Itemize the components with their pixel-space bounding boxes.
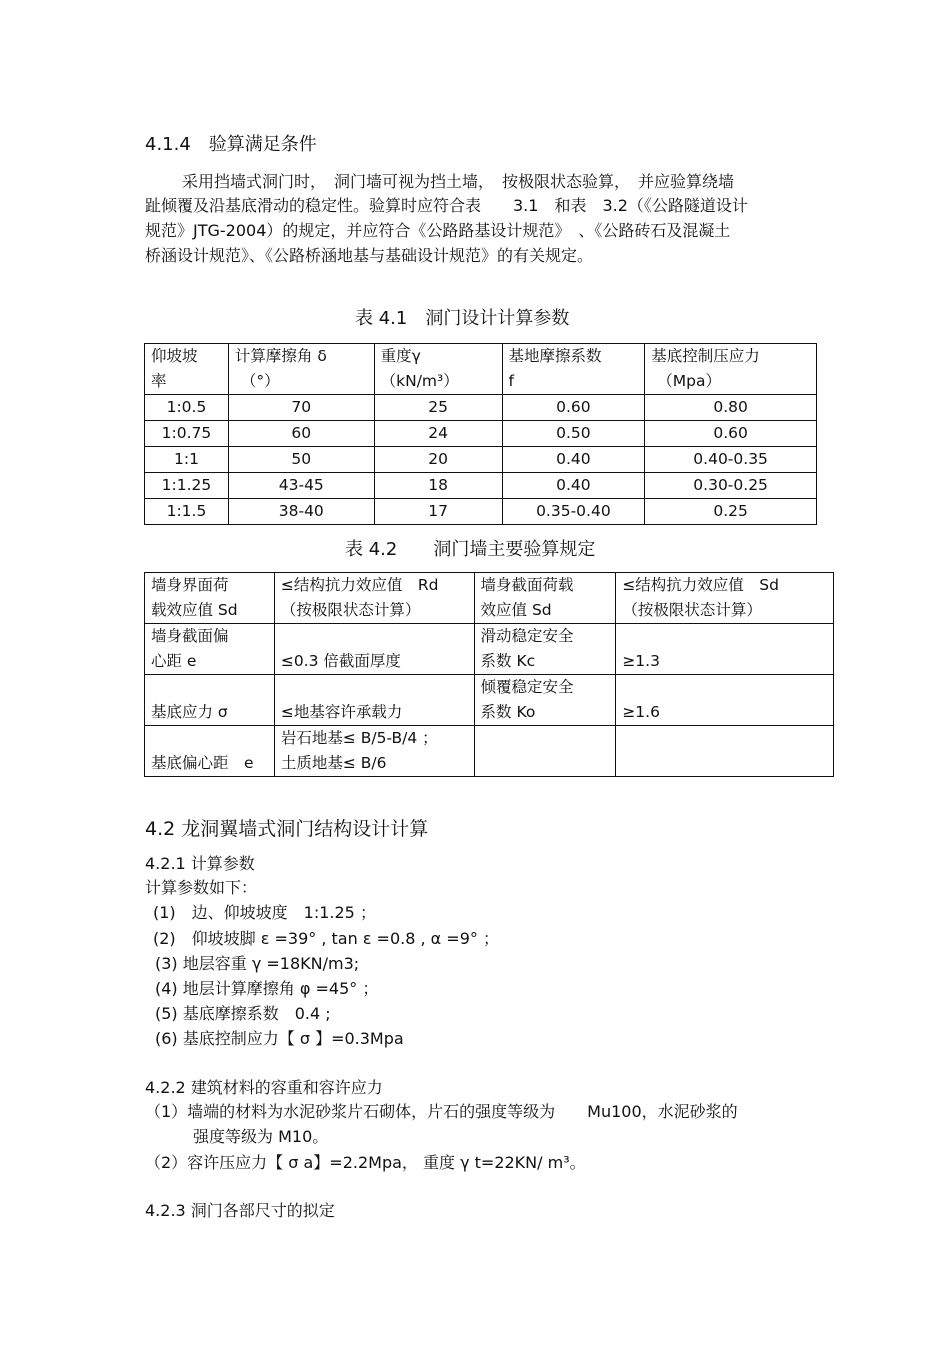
section-4-2-title: 4.2 龙洞翼墙式洞门结构设计计算 <box>145 818 429 840</box>
table-cell: 1:1.5 <box>145 499 229 525</box>
table-cell: 50 <box>228 447 374 473</box>
section-4-2-1-title: 4.2.1 计算参数 <box>145 854 255 873</box>
table-cell: 1:0.5 <box>145 395 229 421</box>
table-4-2-caption: 表 4.2 洞门墙主要验算规定 <box>345 539 596 560</box>
table-4-1 <box>144 343 817 525</box>
table-cell: 0.80 <box>645 395 817 421</box>
section-4-2-2-title: 4.2.2 建筑材料的容重和容许应力 <box>145 1078 383 1097</box>
table-cell: 1:1.25 <box>145 473 229 499</box>
table-cell: ≤0.3 倍截面厚度 <box>274 624 474 675</box>
table-row <box>145 395 817 421</box>
table-row <box>145 573 834 624</box>
table-cell <box>616 726 834 777</box>
header-cell: 仰坡坡 率 <box>145 344 229 395</box>
table-cell: 0.25 <box>645 499 817 525</box>
table-cell: ≥1.3 <box>616 624 834 675</box>
table-cell: ≤结构抗力效应值 Sd （按极限状态计算） <box>616 573 834 624</box>
header-cell: 计算摩擦角 δ （°） <box>228 344 374 395</box>
param-item-3: (3) 地层容重 γ =18KN/m3; <box>155 954 360 973</box>
table-cell: 0.30-0.25 <box>645 473 817 499</box>
table-cell: ≤结构抗力效应值 Rd （按极限状态计算） <box>274 573 474 624</box>
table-cell: 1:1 <box>145 447 229 473</box>
table-cell: 0.60 <box>645 421 817 447</box>
table-cell: 墙身界面荷 载效应值 Sd <box>145 573 275 624</box>
table-row <box>145 675 834 726</box>
table-cell: 20 <box>374 447 502 473</box>
param-item-1: (1) 边、仰坡坡度 1:1.25 ； <box>153 903 376 922</box>
table-cell: 70 <box>228 395 374 421</box>
table-cell: 墙身截面荷载 效应值 Sd <box>474 573 616 624</box>
table-cell: 24 <box>374 421 502 447</box>
table-cell: 43-45 <box>228 473 374 499</box>
table-cell: ≤地基容许承载力 <box>274 675 474 726</box>
table-cell: ≥1.6 <box>616 675 834 726</box>
table-cell: 墙身截面偏 心距 e <box>145 624 275 675</box>
paragraph-line-1: 采用挡墙式洞门时， 洞门墙可视为挡土墙， 按极限状态验算， 并应验算绕墙 <box>182 172 735 191</box>
table-cell: 基底应力 σ <box>145 675 275 726</box>
table-cell <box>474 726 616 777</box>
material-item-1-cont: 强度等级为 M10。 <box>193 1127 329 1146</box>
table-cell: 倾覆稳定安全 系数 Ko <box>474 675 616 726</box>
param-item-5: (5) 基底摩擦系数 0.4 ; <box>155 1004 331 1023</box>
section-4-1-4-title: 4.1.4 验算满足条件 <box>145 134 317 155</box>
paragraph-line-4: 桥涵设计规范》、《公路桥涵地基与基础设计规范》的有关规定。 <box>145 246 594 265</box>
table-cell: 38-40 <box>228 499 374 525</box>
table-row <box>145 447 817 473</box>
table-cell: 岩石地基≤ B/5-B/4 ； 土质地基≤ B/6 <box>274 726 474 777</box>
table-cell: 滑动稳定安全 系数 Kc <box>474 624 616 675</box>
table-cell: 0.40 <box>502 473 645 499</box>
param-item-4: (4) 地层计算摩擦角 φ =45° ； <box>155 979 379 998</box>
table-4-1-header-row <box>145 344 817 395</box>
table-cell: 60 <box>228 421 374 447</box>
table-row <box>145 726 834 777</box>
table-cell: 18 <box>374 473 502 499</box>
paragraph-line-2: 趾倾覆及沿基底滑动的稳定性。验算时应符合表 3.1 和表 3.2（《公路隧道设计 <box>145 196 748 215</box>
table-row <box>145 499 817 525</box>
table-cell: 0.50 <box>502 421 645 447</box>
table-cell: 1:0.75 <box>145 421 229 447</box>
material-item-1: （1）墙端的材料为水泥砂浆片石砌体，片石的强度等级为 Mu100，水泥砂浆的 <box>145 1102 738 1121</box>
table-row <box>145 624 834 675</box>
param-item-2: (2) 仰坡坡脚 ε =39° , tan ε =0.8 , α =9° ； <box>153 929 499 948</box>
table-4-2 <box>144 572 834 777</box>
table-cell: 17 <box>374 499 502 525</box>
table-cell: 基底偏心距 e <box>145 726 275 777</box>
table-cell: 0.35-0.40 <box>502 499 645 525</box>
table-cell: 0.40 <box>502 447 645 473</box>
header-cell: 基地摩擦系数 f <box>502 344 645 395</box>
table-4-1-caption: 表 4.1 洞门设计计算参数 <box>355 308 570 329</box>
table-cell: 25 <box>374 395 502 421</box>
table-cell: 0.60 <box>502 395 645 421</box>
table-row <box>145 421 817 447</box>
header-cell: 重度γ （kN/m³） <box>374 344 502 395</box>
param-item-6: (6) 基底控制应力【 σ 】=0.3Mpa <box>155 1029 404 1048</box>
header-cell: 基底控制压应力 （Mpa） <box>645 344 817 395</box>
params-intro: 计算参数如下： <box>145 878 258 897</box>
table-row <box>145 473 817 499</box>
material-item-2: （2）容许压应力【 σ a】=2.2Mpa， 重度 γ t=22KN/ m³。 <box>145 1153 586 1172</box>
table-cell: 0.40-0.35 <box>645 447 817 473</box>
section-4-2-3-title: 4.2.3 洞门各部尺寸的拟定 <box>145 1201 335 1220</box>
paragraph-line-3: 规范》JTG-2004）的规定，并应符合《公路路基设计规范》 、《公路砖石及混凝土 <box>145 221 731 240</box>
